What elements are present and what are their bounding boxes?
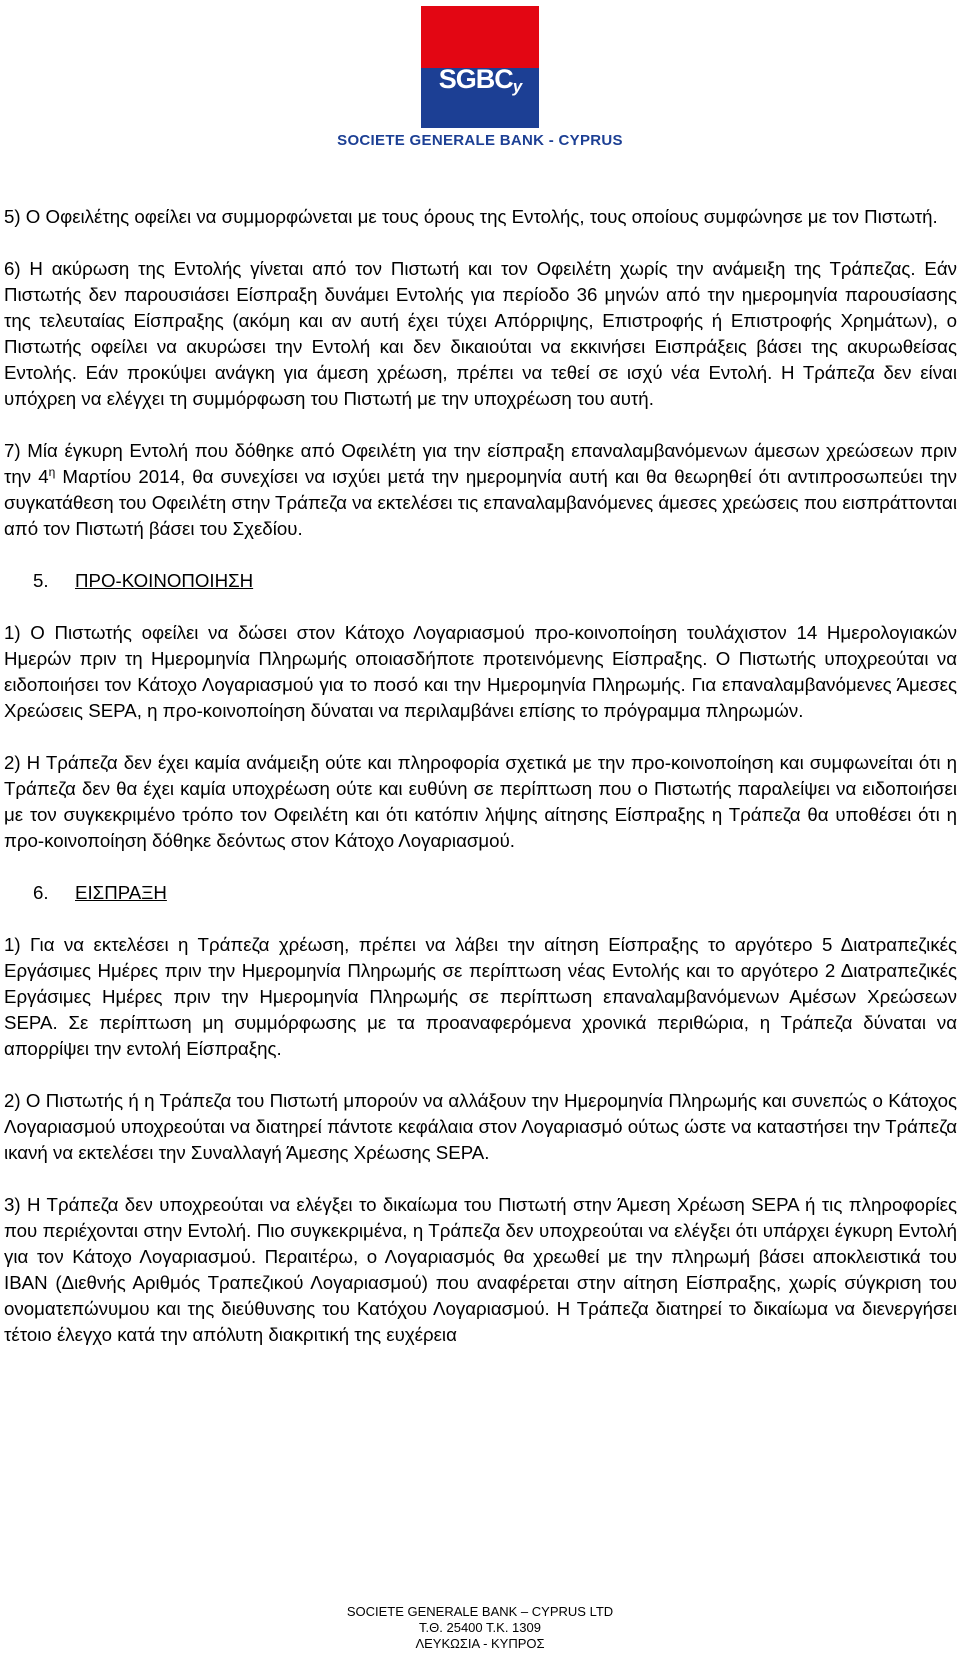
logo-wordmark: SGBCy [438,64,522,96]
section-5-paragraph-1: 1) Ο Πιστωτής οφείλει να δώσει στον Κάτοχο Λογαριασμού προ-κοινοποίηση τουλάχιστον 14 Ημερολογιακών Ημερών πριν τη Ημερομηνία Πληρωμής οποιασδήποτε προτεινόμενης Είσπραξης. Ο Πιστωτής υποχρεούται να ειδοποιήσει τον Κάτοχο Λογαριασμού για το ποσό και την Ημερομηνία Πληρωμής. Για επαναλαμβανόμενες Άμεσες Χρεώσεις SEPA, η προ-κοινοποίηση δύναται να περιλαμβάνει επίσης το πρόγραμμα πληρωμών. [4,622,957,721]
section-5-paragraph-2: 2) Η Τράπεζα δεν έχει καμία ανάμειξη ούτε και πληροφορία σχετικά με την προ-κοινοποίηση και συμφωνείται ότι η Τράπεζα δεν θα έχει καμία υποχρέωση ούτε και ευθύνη σε περίπτωση που ο Πιστωτής παραλείψει να ειδοποιήσει με τον συγκεκριμένο τρόπο τον Οφειλέτη και ότι κατόπιν λήψης αίτησης Είσπραξης η Τράπεζα θα υποθέσει ότι η προ-κοινοποίηση δόθηκε δεόντως στον Κάτοχο Λογαριασμού. [4,752,957,851]
footer-city: ΛΕΥΚΩΣΙΑ - ΚΥΠΡΟΣ [415,1636,545,1651]
section-title: ΠΡΟ-ΚΟΙΝΟΠΟΙΗΣΗ [75,570,254,591]
paragraph-7: 7) Μία έγκυρη Εντολή που δόθηκε από Οφειλέτη για την είσπραξη επαναλαμβανόμενων άμεσων χρεώσεων πριν την $4^\eta$ Μαρτίου 2014, θα συνεχίσει να ισχύει μετά την ημερομηνία αυτή και θα θεωρηθεί ότι αντιπροσωπεύει την συγκατάθεση του Οφειλέτη στην Τράπεζα να εκτελέσει τις επαναλαμβανόμενες άμεσες χρεώσεις που εισπράττονται από τον Πιστωτή βάσει του Σχεδίου. [4,440,957,539]
bank-name: SOCIETE GENERALE BANK - CYPRUS [337,132,623,149]
section-title: ΕΙΣΠΡΑΞΗ [75,882,167,903]
paragraph-5: 5) Ο Οφειλέτης οφείλει να συμμορφώνεται με τους όρους της Εντολής, τους οποίους συμφώνησε με τον Πιστωτή. [4,206,938,227]
document-body [4,204,957,1374]
section-heading-collection [4,880,957,906]
section-heading-pre-notification [4,568,957,594]
section-number: 5. [33,570,49,591]
header [0,6,960,149]
sgbcy-logo [421,6,539,128]
footer-po-box: Τ.Θ. 25400 Τ.Κ. 1309 [419,1620,541,1635]
section-6-paragraph-2: 2) Ο Πιστωτής ή η Τράπεζα του Πιστωτή μπορούν να αλλάξουν την Ημερομηνία Πληρωμής και συνεπώς ο Κάτοχος Λογαριασμού υποχρεούται να διατηρεί πάντοτε κεφάλαια στον Λογαριασμό ούτως ώστε να καταστήσει την Τράπεζα ικανή να εκτελέσει την Συναλλαγή Άμεσης Χρέωσης SEPA. [4,1090,957,1163]
paragraph-6: 6) Η ακύρωση της Εντολής γίνεται από τον Πιστωτή και τον Οφειλέτη χωρίς την ανάμειξη της Τράπεζας. Εάν Πιστωτής δεν παρουσιάσει Είσπραξη δυνάμει Εντολής για περίοδο 36 μηνών από την ημερομηνία παρουσίασης της τελευταίας Είσπραξης (ακόμη και αν αυτή έχει τύχει Απόρριψης, Επιστροφής ή Επιστροφής Χρημάτων), ο Πιστωτής οφείλει να ακυρώσει την Εντολή και δεν δικαιούται να εκκινήσει Εισπράξεις βάσει της ακυρωθείσας Εντολής. Εάν προκύψει ανάγκη για άμεση χρέωση, πρέπει να τεθεί σε ισχύ νέα Εντολή. Η Τράπεζα δεν είναι υπόχρεη να ελέγχει τη συμμόρφωση του Πιστωτή με την υποχρέωση του αυτή. [4,258,957,409]
section-number: 6. [33,882,49,903]
section-6-paragraph-1: 1) Για να εκτελέσει η Τράπεζα χρέωση, πρέπει να λάβει την αίτηση Είσπραξης το αργότερο 5 Διατραπεζικές Εργάσιμες Ημέρες πριν την Ημερομηνία Πληρωμής σε περίπτωση νέας Εντολής και το αργότερο 2 Διατραπεζικές Εργάσιμες Ημέρες πριν την Ημερομηνία Πληρωμής σε περίπτωση επαναλαμβανόμενων Αμέσων Χρεώσεων SEPA. Σε περίπτωση μη συμμόρφωσης με τα προαναφερόμενα χρονικά περιθώρια, η Τράπεζα δύναται να απορρίψει την εντολή Είσπραξης. [4,934,957,1059]
section-6-paragraph-3: 3) Η Τράπεζα δεν υποχρεούται να ελέγξει το δικαίωμα του Πιστωτή στην Άμεση Χρέωση SEPA ή τις πληροφορίες που περιέχονται στην Εντολή. Πιο συγκεκριμένα, η Τράπεζα δεν υποχρεούται να ελέγξει ότι υπάρχει έγκυρη Εντολή για τον Κάτοχο Λογαριασμού. Περαιτέρω, ο Λογαριασμός θα χρεωθεί με την πληρωμή βάσει αποκλειστικά του IBAN (Διεθνής Αριθμός Τραπεζικού Λογαριασμού) που αναφέρεται στην αίτηση Είσπραξης, χωρίς σύγκριση του ονοματεπώνυμου και της διεύθυνσης του Κατόχου Λογαριασμού. Η Τράπεζα διατηρεί το δικαίωμα να διενεργήσει τέτοιο έλεγχο κατά την απόλυτη διακριτική της ευχέρεια [4,1194,957,1345]
page-footer [0,1604,960,1652]
footer-company: SOCIETE GENERALE BANK – CYPRUS LTD [346,1604,614,1619]
logo-red-block [421,6,539,68]
